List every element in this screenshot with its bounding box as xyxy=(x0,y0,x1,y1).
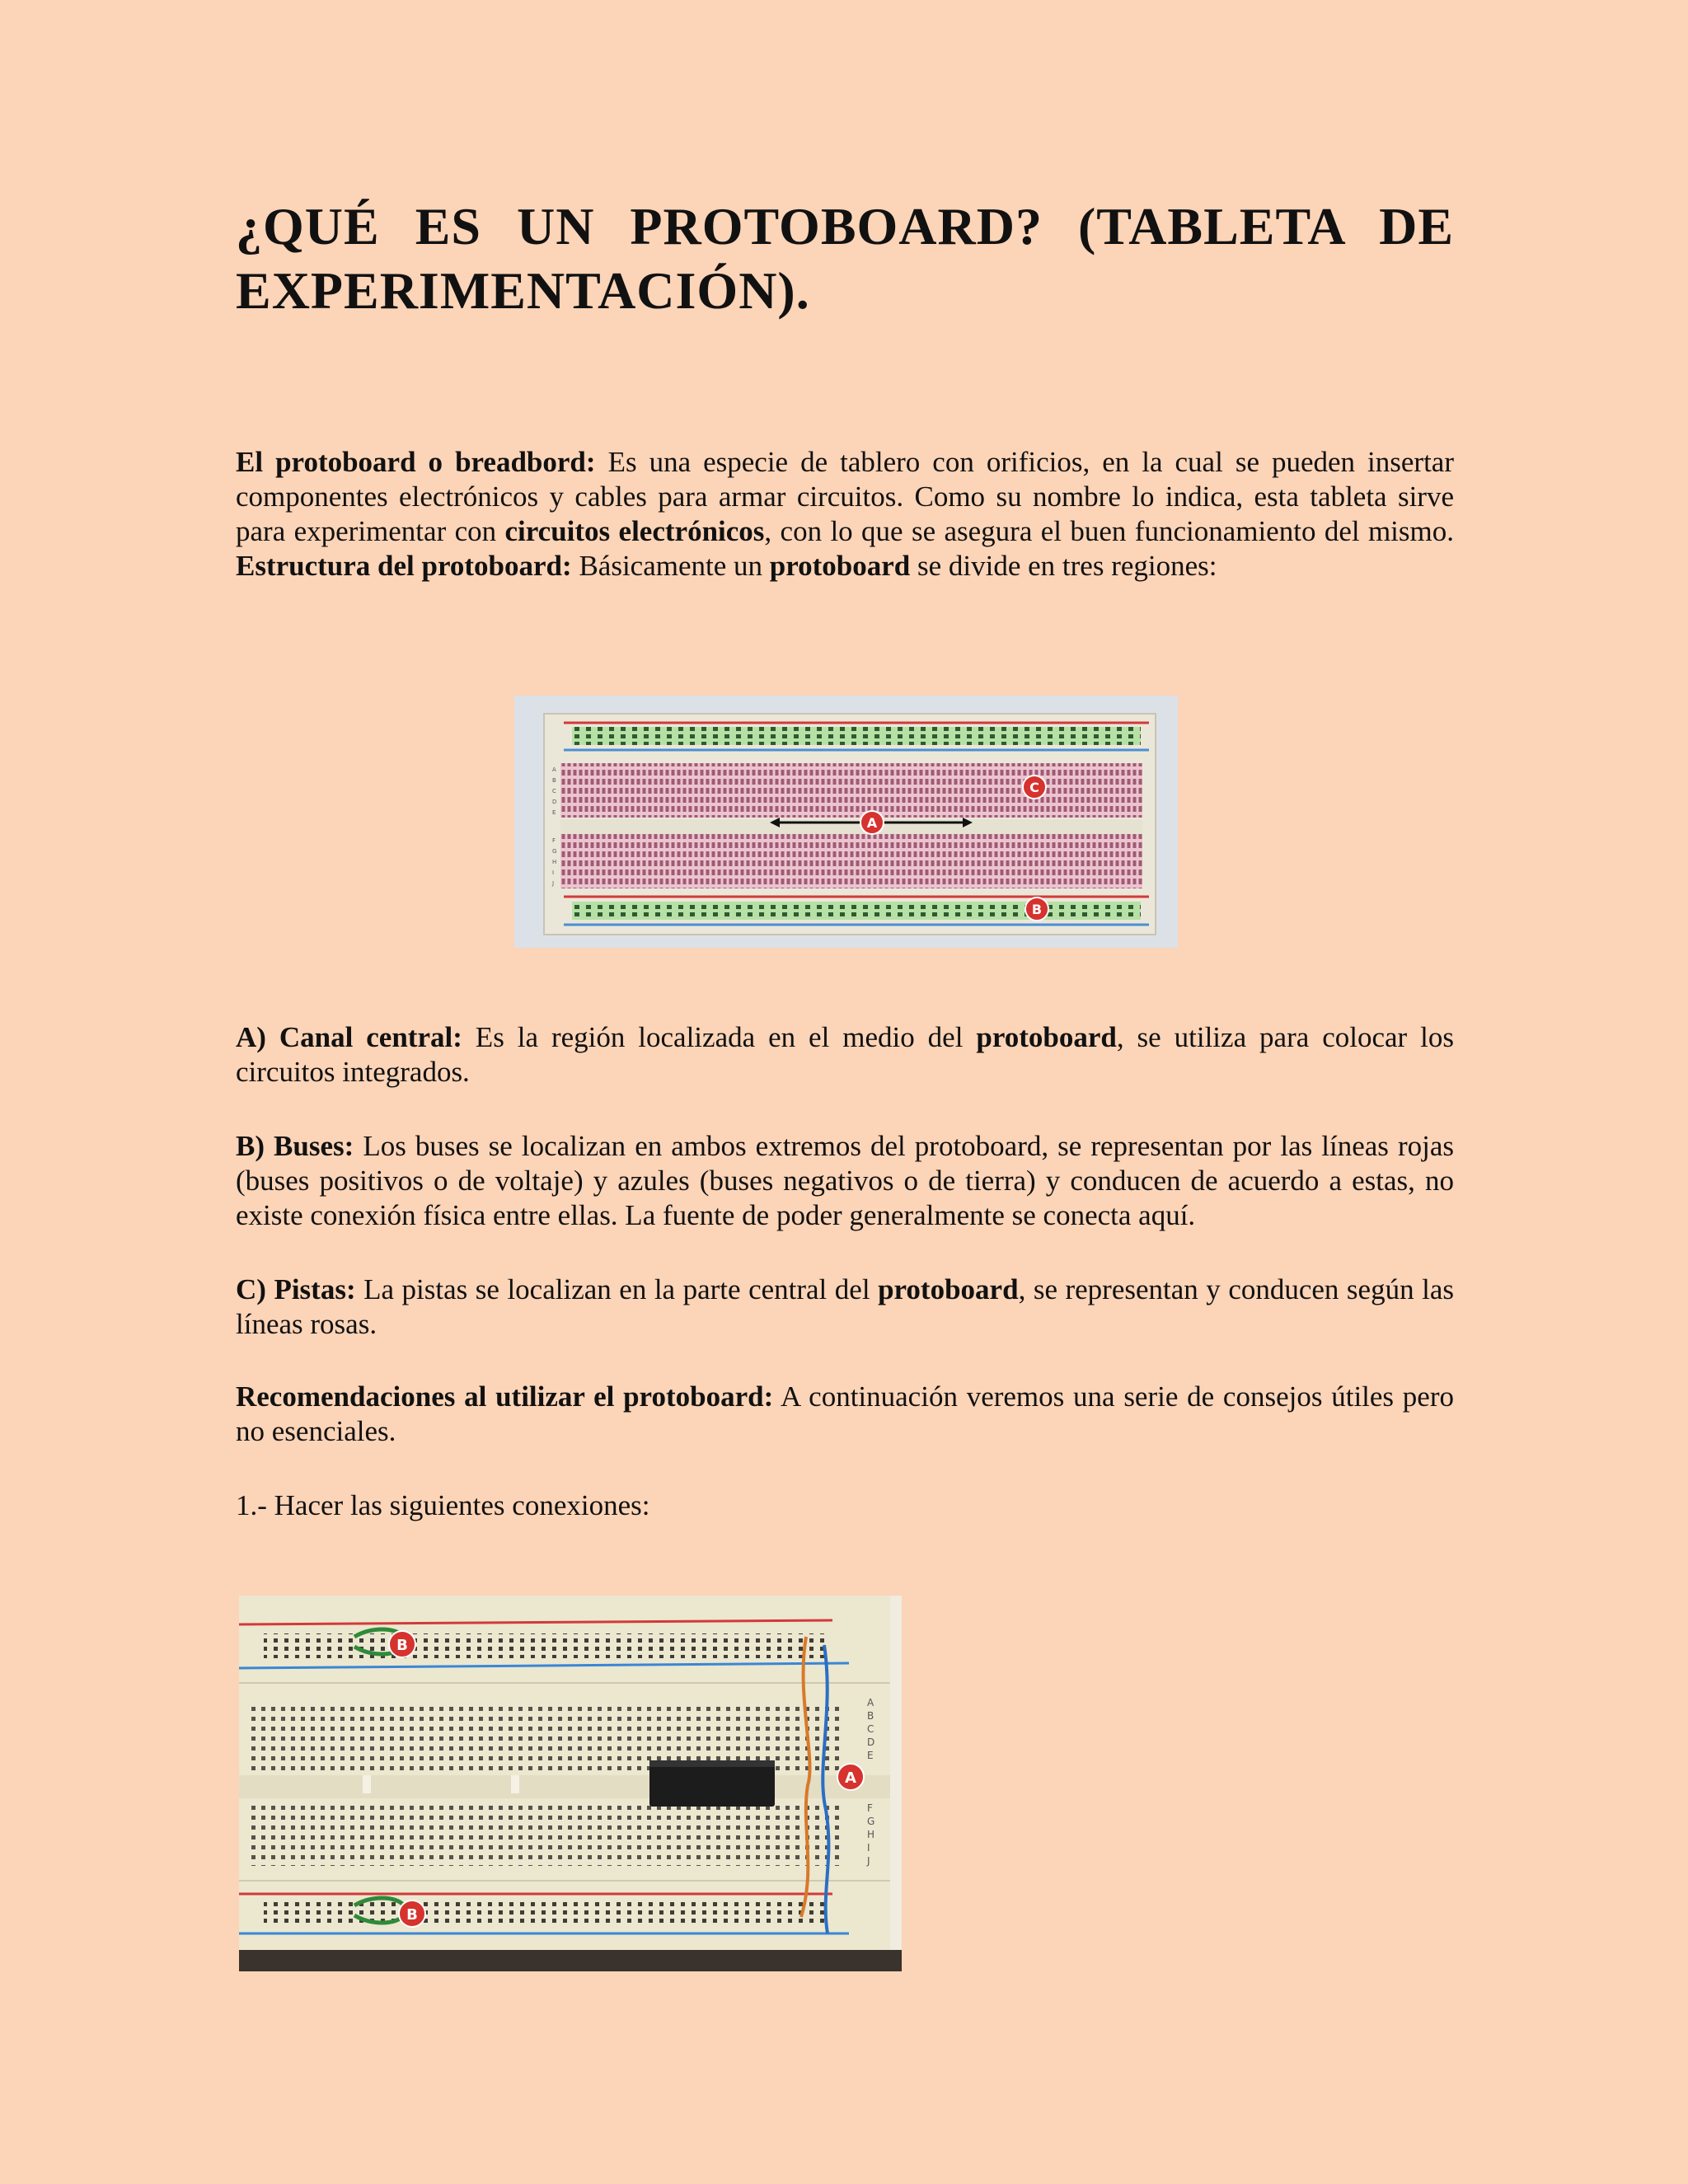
row-letter: D xyxy=(867,1736,875,1748)
row-letter: A xyxy=(552,766,556,773)
row-letter: E xyxy=(552,809,556,816)
marker-b-bottom xyxy=(399,1900,425,1927)
breadboard-closeup-image xyxy=(239,1596,902,1971)
row-letter: F xyxy=(867,1802,873,1814)
row-letter: G xyxy=(867,1816,875,1827)
row-letter: H xyxy=(867,1829,875,1840)
marker-a xyxy=(837,1764,864,1790)
marker-b-top xyxy=(389,1631,415,1657)
svg-text:B: B xyxy=(1031,902,1043,917)
row-letter: H xyxy=(552,859,557,865)
row-letter: C xyxy=(552,788,556,794)
marker-b xyxy=(1025,898,1048,921)
row-letter: I xyxy=(867,1842,870,1854)
intro-paragraph: El protoboard o breadbord: Es una especie de tablero con orificios, en la cual se pueden insertar componentes electrónicos y cables para armar circuitos. Como su nombre lo indica, esta tableta sirve para experimentar con circuitos electrónicos, con lo que se asegura el buen funcionamiento del mismo. Estructura del protoboard: Básicamente un protoboard se divide en tres regiones: xyxy=(236,446,1454,582)
section-a-paragraph: A) Canal central: Es la región localizada en el medio del protoboard, se utiliza para colocar los circuitos integrados. xyxy=(236,1021,1454,1088)
section-b-paragraph: B) Buses: Los buses se localizan en ambos extremos del protoboard, se representan por las líneas rojas (buses positivos o de voltaje) y azules (buses negativos o de tierra) y conducen de acuerdo a estas, no existe conexión física entre ellas. La fuente de poder generalmente se conecta aquí. xyxy=(236,1130,1454,1231)
row-letter: B xyxy=(867,1710,874,1722)
term-canal-central: A) Canal central: xyxy=(236,1021,462,1053)
row-letter: D xyxy=(552,799,557,805)
svg-text:A: A xyxy=(866,815,878,831)
breadboard-overview-image xyxy=(514,696,1178,948)
marker-a xyxy=(860,811,884,834)
term-estructura: Estructura del protoboard: xyxy=(236,550,572,582)
row-letter: C xyxy=(867,1723,874,1735)
page-title: ¿QUÉ ES UN PROTOBOARD? (TABLETA DE EXPERIMENTACIÓN). xyxy=(236,197,1454,320)
section-c-paragraph: C) Pistas: La pistas se localizan en la parte central del protoboard, se representan y conducen según las líneas rosas. xyxy=(236,1273,1454,1340)
row-letter: F xyxy=(552,837,556,844)
row-letter: J xyxy=(867,1855,870,1867)
svg-text:C: C xyxy=(1029,780,1039,795)
row-letter: I xyxy=(552,869,555,876)
marker-c xyxy=(1023,776,1046,799)
row-letter: J xyxy=(552,880,555,887)
svg-text:B: B xyxy=(406,1906,418,1924)
term-circuitos: circuitos electrónicos xyxy=(504,515,765,547)
term-buses: B) Buses: xyxy=(236,1130,354,1162)
row-letter: G xyxy=(552,848,557,855)
svg-text:B: B xyxy=(396,1637,408,1654)
term-recomendaciones: Recomendaciones al utilizar el protoboard: xyxy=(236,1380,774,1413)
step-1-text: 1.- Hacer las siguientes conexiones: xyxy=(236,1489,650,1521)
svg-text:A: A xyxy=(845,1769,856,1787)
row-letter: A xyxy=(867,1697,874,1708)
recommendations-paragraph: Recomendaciones al utilizar el protoboard: A continuación veremos una serie de consejos útiles pero no esenciales. xyxy=(236,1380,1454,1447)
row-letter: B xyxy=(552,777,556,784)
row-letter: E xyxy=(867,1750,874,1761)
term-pistas: C) Pistas: xyxy=(236,1273,356,1305)
term-protoboard: El protoboard o breadbord: xyxy=(236,446,596,478)
